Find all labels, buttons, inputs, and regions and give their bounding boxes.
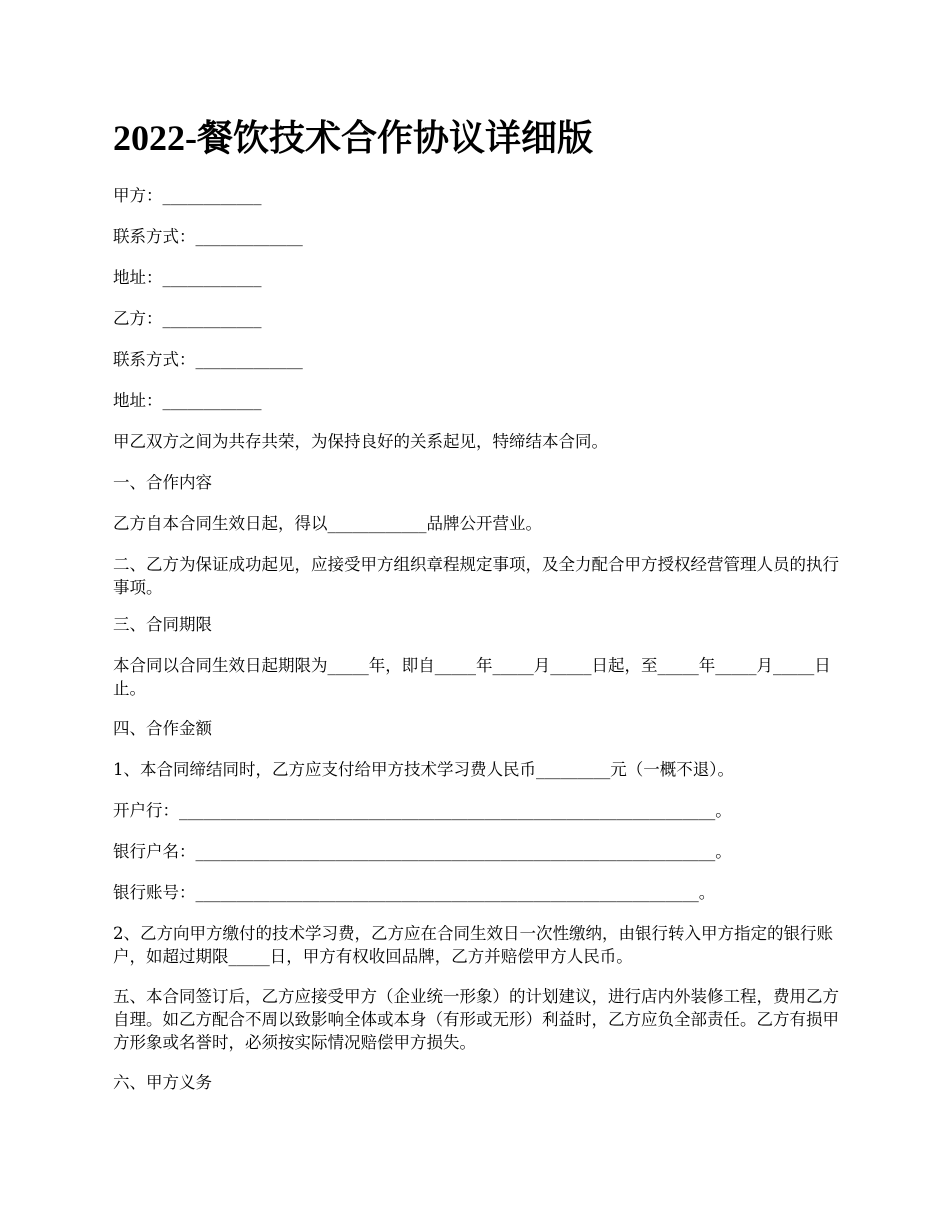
section-paragraph: 五、本合同签订后，乙方应接受甲方（企业统一形象）的计划建议，进行店内外装修工程，费用乙方自理。如乙方配合不周以致影响全体或本身（有形或无形）利益时，乙方应负全部责任。乙方有损甲方形象或名誉时，必须按实际情况赔偿甲方损失。 bbox=[113, 987, 839, 1052]
section-paragraph: 二、乙方为保证成功起见，应接受甲方组织章程规定事项，及全力配合甲方授权经营管理人员的执行事项。 bbox=[113, 555, 839, 597]
party-a-address-line: 地址：____________ bbox=[113, 268, 262, 287]
bank-account-name-line: 银行户名：_______________________________________________________________。 bbox=[113, 842, 732, 861]
party-b-line: 乙方：____________ bbox=[113, 309, 262, 328]
section-paragraph: 乙方自本合同生效日起，得以____________品牌公开营业。 bbox=[113, 514, 542, 533]
section-paragraph: 2、乙方向甲方缴付的技术学习费，乙方应在合同生效日一次性缴纳，由银行转入甲方指定的银行账户，如超过期限_____日，甲方有权收回品牌，乙方并赔偿甲方人民币。 bbox=[113, 924, 833, 966]
section-heading: 四、合作金额 bbox=[113, 719, 212, 738]
section-paragraph: 本合同以合同生效日起期限为_____年，即自_____年_____月_____日起，至_____年_____月_____日止。 bbox=[113, 656, 831, 698]
party-a-contact-line: 联系方式：_____________ bbox=[113, 227, 303, 246]
preamble-paragraph: 甲乙双方之间为共存共荣，为保持良好的关系起见，特缔结本合同。 bbox=[113, 432, 608, 451]
party-b-address-line: 地址：____________ bbox=[113, 391, 262, 410]
bank-account-number-line: 银行账号：_____________________________________________________________。 bbox=[113, 883, 716, 902]
section-heading: 三、合同期限 bbox=[113, 615, 212, 634]
section-heading: 六、甲方义务 bbox=[113, 1073, 212, 1092]
section-paragraph: 1、本合同缔结同时，乙方应支付给甲方技术学习费人民币_________元（一概不退）。 bbox=[113, 760, 734, 779]
party-b-contact-line: 联系方式：_____________ bbox=[113, 350, 303, 369]
bank-name-line: 开户行：_________________________________________________________________。 bbox=[113, 801, 732, 820]
section-heading: 一、合作内容 bbox=[113, 473, 212, 492]
party-a-line: 甲方：____________ bbox=[113, 186, 262, 205]
document-title: 2022-餐饮技术合作协议详细版 bbox=[113, 118, 593, 158]
